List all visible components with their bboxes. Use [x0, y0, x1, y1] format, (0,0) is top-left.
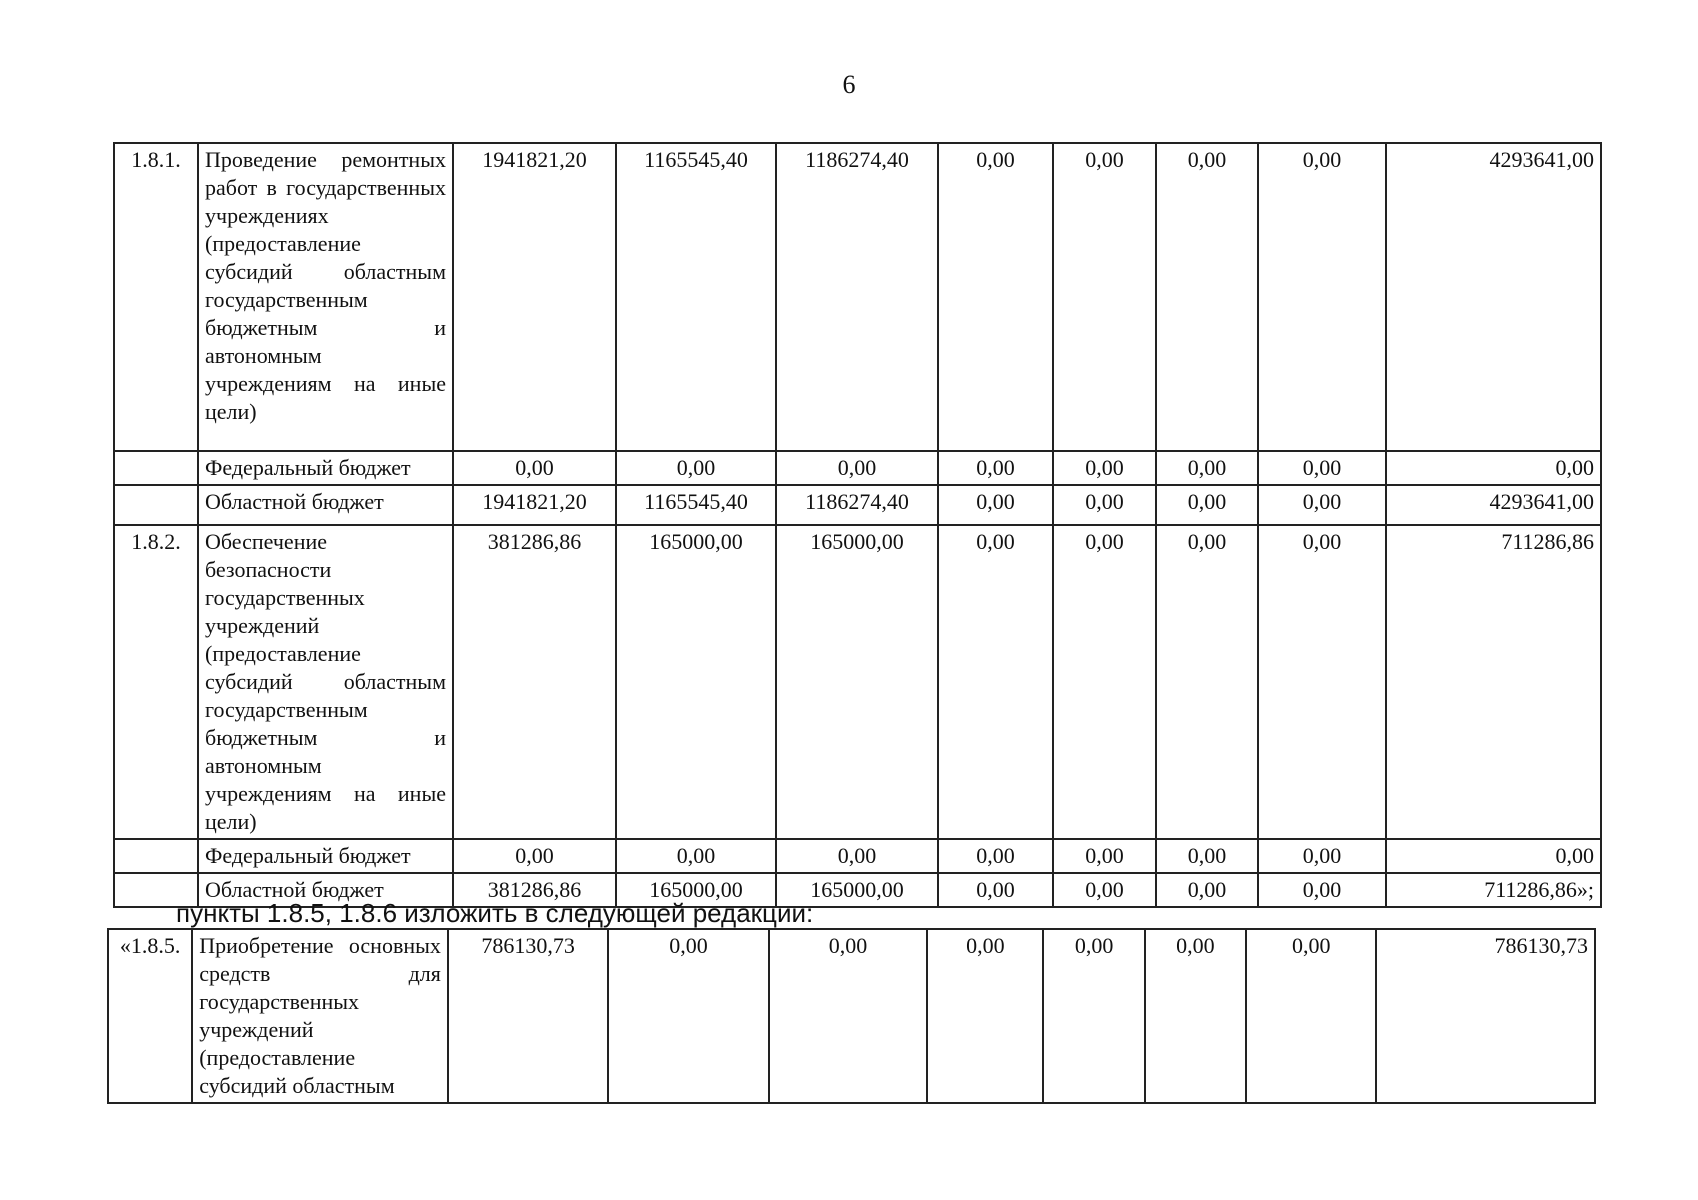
- value-cell: 0,00: [1053, 839, 1156, 873]
- value-cell: 0,00: [938, 451, 1053, 485]
- value-cell: 1165545,40: [616, 485, 776, 525]
- item-code: «1.8.5.: [108, 929, 192, 1103]
- value-cell: 0,00: [938, 839, 1053, 873]
- value-cell: 0,00: [608, 929, 768, 1103]
- value-cell: 1186274,40: [776, 143, 938, 451]
- item-code: 1.8.2.: [114, 525, 198, 839]
- item-name: Областной бюджет: [198, 873, 453, 907]
- value-cell: 0,00: [1156, 873, 1258, 907]
- value-cell: 1186274,40: [776, 485, 938, 525]
- value-cell: 0,00: [769, 929, 927, 1103]
- value-cell: 0,00: [1053, 143, 1156, 451]
- value-cell: 786130,73: [448, 929, 608, 1103]
- value-cell: 0,00: [1156, 451, 1258, 485]
- total-cell: 711286,86: [1386, 525, 1601, 839]
- total-cell: 711286,86»;: [1386, 873, 1601, 907]
- table-row: [114, 839, 1601, 873]
- table-row: [108, 929, 1595, 1103]
- value-cell: 165000,00: [776, 873, 938, 907]
- value-cell: 165000,00: [616, 525, 776, 839]
- value-cell: 0,00: [1258, 525, 1386, 839]
- budget-table-main: [113, 142, 1602, 908]
- value-cell: 0,00: [1145, 929, 1246, 1103]
- value-cell: 381286,86: [453, 525, 616, 839]
- item-name: Обеспечение безопасности государственных учреждений (предоставление субсидий областным государственным бюджетным и автономным учреждениям на иные цели): [198, 525, 453, 839]
- value-cell: 0,00: [616, 839, 776, 873]
- value-cell: 0,00: [1258, 485, 1386, 525]
- value-cell: 165000,00: [616, 873, 776, 907]
- value-cell: 0,00: [1246, 929, 1376, 1103]
- value-cell: 0,00: [927, 929, 1043, 1103]
- value-cell: 165000,00: [776, 525, 938, 839]
- table-row: [114, 451, 1601, 485]
- item-name: Федеральный бюджет: [198, 839, 453, 873]
- value-cell: 0,00: [1258, 839, 1386, 873]
- table-row: [114, 525, 1601, 839]
- value-cell: 0,00: [453, 839, 616, 873]
- value-cell: 1165545,40: [616, 143, 776, 451]
- total-cell: 0,00: [1386, 839, 1601, 873]
- total-cell: 786130,73: [1376, 929, 1595, 1103]
- item-code: 1.8.1.: [114, 143, 198, 451]
- value-cell: 0,00: [1053, 485, 1156, 525]
- budget-table-continued: [107, 928, 1596, 1104]
- item-code: [114, 485, 198, 525]
- value-cell: 1941821,20: [453, 485, 616, 525]
- page-number: 6: [842, 70, 856, 99]
- table-row: [114, 485, 1601, 525]
- total-cell: 4293641,00: [1386, 143, 1601, 451]
- item-code: [114, 839, 198, 873]
- value-cell: 0,00: [1156, 525, 1258, 839]
- value-cell: 0,00: [1258, 873, 1386, 907]
- value-cell: 0,00: [776, 839, 938, 873]
- item-code: [114, 451, 198, 485]
- item-name: Приобретение основных средств для государственных учреждений (предоставление субсидий областным: [192, 929, 448, 1103]
- value-cell: 0,00: [1258, 143, 1386, 451]
- value-cell: 0,00: [1258, 451, 1386, 485]
- value-cell: 1941821,20: [453, 143, 616, 451]
- value-cell: 0,00: [1053, 451, 1156, 485]
- total-cell: 4293641,00: [1386, 485, 1601, 525]
- item-name: Федеральный бюджет: [198, 451, 453, 485]
- instruction-note: пункты 1.8.5, 1.8.6 изложить в следующей редакции:: [176, 898, 814, 928]
- table-row: [114, 143, 1601, 451]
- value-cell: 0,00: [1156, 143, 1258, 451]
- value-cell: 0,00: [938, 873, 1053, 907]
- item-name: Проведение ремонтных работ в государственных учреждениях (предоставление субсидий областным государственным бюджетным и автономным учреждениям на иные цели): [198, 143, 453, 451]
- value-cell: 0,00: [616, 451, 776, 485]
- total-cell: 0,00: [1386, 451, 1601, 485]
- value-cell: 0,00: [1156, 485, 1258, 525]
- value-cell: 0,00: [938, 143, 1053, 451]
- value-cell: 0,00: [1156, 839, 1258, 873]
- value-cell: 0,00: [938, 485, 1053, 525]
- value-cell: 381286,86: [453, 873, 616, 907]
- value-cell: 0,00: [453, 451, 616, 485]
- value-cell: 0,00: [1053, 873, 1156, 907]
- item-name: Областной бюджет: [198, 485, 453, 525]
- value-cell: 0,00: [938, 525, 1053, 839]
- value-cell: 0,00: [1053, 525, 1156, 839]
- value-cell: 0,00: [1043, 929, 1144, 1103]
- value-cell: 0,00: [776, 451, 938, 485]
